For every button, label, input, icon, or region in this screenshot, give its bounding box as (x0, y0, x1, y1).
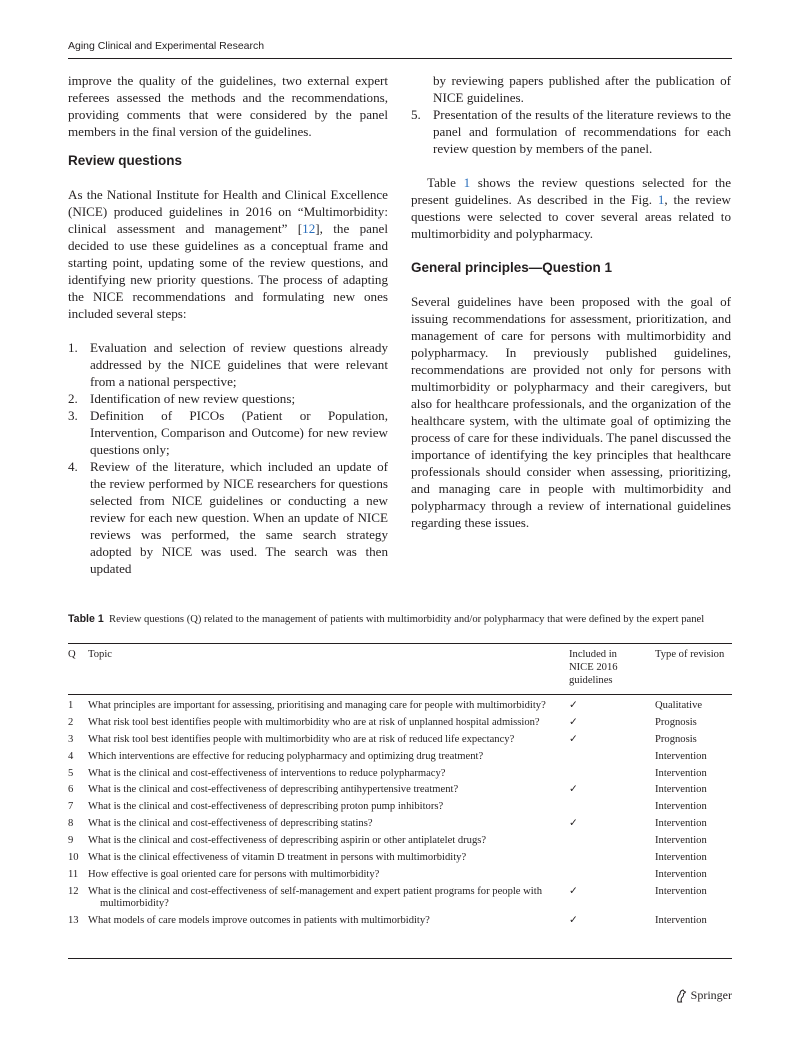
step-number: 5. (411, 107, 421, 122)
publisher-logo (675, 988, 732, 1003)
table-row (68, 734, 732, 747)
steps-list (68, 339, 388, 577)
general-principles-heading: General principles—Question 1 (411, 260, 613, 275)
table-row (68, 768, 732, 781)
cell-included-checkmark: ✓ (569, 733, 578, 745)
general-principles-paragraph: Several guidelines have been proposed with the goal of issuing recommendations for assessment, prioritization, and management of care for persons with multimorbidity and polypharmacy. In previously published guidelines, recommendations are provided not only for persons with multimorbidity or polypharmacy and their caregivers, but also for healthcare professionals, and the organization of the healthcare system, with the ultimate goal of optimizing the process of care for these individuals. The panel discussed the importance of identifying the key principles that healthcare professionals should consider when assessing, prioritizing, and managing care in people with multimorbidity and polypharmacy through a review of international guidelines regarding these issues. (411, 294, 731, 530)
cell-q: 5 (68, 767, 74, 779)
review-paragraph-text-a: As the National Institute for Health and Clinical Excellence (NICE) produced guidelines in 2016 on “Multimorbidity: clinical assessment and management” [ (68, 187, 388, 236)
table-intro-text-b: shows the review questions selected for the present guidelines. As described in the Fig. (411, 175, 732, 207)
cell-type: Intervention (655, 885, 707, 897)
cell-topic: What models of care models improve outcomes in patients with multimorbidity? (88, 915, 430, 927)
list-item (68, 458, 388, 577)
list-item (68, 407, 388, 458)
review-paragraph (68, 186, 388, 322)
table-intro-text-c: , the review questions were selected to cover several areas related to multimorbidity and polypharmacy. (411, 192, 731, 241)
cell-topic: Which interventions are effective for reducing polypharmacy and optimizing drug treatment? (88, 750, 484, 762)
cell-included-checkmark: ✓ (569, 716, 578, 728)
cell-type: Intervention (655, 767, 707, 779)
table-intro-text-a: Table (427, 175, 464, 190)
table-row (68, 915, 732, 928)
cell-q: 8 (68, 818, 74, 830)
cell-q: 3 (68, 733, 74, 745)
list-item (68, 339, 388, 390)
table-top-rule (68, 643, 732, 644)
cell-type: Prognosis (655, 733, 697, 745)
cell-q: 1 (68, 700, 74, 711)
step-text: Review of the literature, which included an update of the review performed by NICE researchers for questions selected from NICE guidelines or conducting a new review for each new question. When an update of NICE reviews was performed, the same search strategy adopted by NICE was used. The search was then updated (90, 459, 388, 576)
cell-type: Prognosis (655, 716, 697, 728)
review-questions-heading: Review questions (68, 153, 183, 168)
table-row (68, 886, 732, 911)
header-type: Type of revision (655, 649, 725, 660)
cell-topic: What risk tool best identifies people with multimorbidity who are at risk of unplanned hospital admission? (88, 716, 540, 728)
review-paragraph-text-b: ], the panel decided to use these guidelines as a conceptual frame and starting point, updating some of the review questions, and identifying new priority questions. The process of adapting the NICE recommendations and formulating new ones included several steps: (68, 221, 388, 321)
table-bottom-rule (68, 958, 732, 959)
cell-topic: What is the clinical and cost-effectiveness of self-management and expert patient programs for people with multimorbidity? (88, 885, 542, 910)
step-number: 4. (68, 459, 78, 474)
step-text: Definition of PICOs (Patient or Population, Intervention, Comparison and Outcome) for new review questions only; (90, 408, 388, 457)
cell-topic: What is the clinical and cost-effectiveness of deprescribing aspirin or other antiplatelet drugs? (88, 835, 487, 847)
cell-q: 6 (68, 784, 74, 796)
table-row (68, 700, 732, 713)
cell-topic: What principles are important for assessing, prioritising and managing care for people with multimorbidity? (88, 700, 546, 711)
step-number: 3. (68, 408, 78, 423)
cell-q: 9 (68, 835, 74, 847)
cell-type: Intervention (655, 852, 707, 864)
step-text: Presentation of the results of the literature reviews to the panel and formulation of recommendations for each review question by members of the panel. (433, 107, 731, 156)
table-row (68, 751, 732, 764)
list-item (68, 390, 388, 407)
header-q: Q (68, 649, 76, 660)
step-number: 1. (68, 340, 78, 355)
step-text: Evaluation and selection of review questions already addressed by the NICE guidelines that were relevant from a national perspective; (90, 340, 388, 389)
list-item (411, 106, 731, 157)
table-caption (68, 612, 732, 627)
cell-q: 12 (68, 885, 79, 897)
cell-topic: What is the clinical and cost-effectiveness of deprescribing statins? (88, 818, 373, 830)
table-row (68, 869, 732, 882)
cell-included-checkmark: ✓ (569, 784, 578, 796)
reference-link-12[interactable]: 12 (302, 221, 316, 236)
springer-horse-icon (675, 989, 687, 1003)
header-topic: Topic (88, 649, 112, 660)
cell-type: Intervention (655, 784, 707, 796)
cell-topic: What is the clinical and cost-effectiveness of deprescribing proton pump inhibitors? (88, 801, 444, 813)
header-included: Included in NICE 2016 guidelines (569, 649, 618, 686)
table-header-rule (68, 694, 732, 695)
list-item (411, 72, 731, 106)
cell-topic: How effective is goal oriented care for persons with multimorbidity? (88, 868, 380, 880)
cell-q: 2 (68, 716, 74, 728)
table-row (68, 717, 732, 730)
table-body (68, 700, 732, 932)
table-intro-paragraph (411, 174, 731, 242)
cell-topic: What is the clinical and cost-effectiveness of interventions to reduce polypharmacy? (88, 767, 446, 779)
cell-q: 7 (68, 801, 74, 813)
cell-type: Intervention (655, 818, 707, 830)
cell-q: 13 (68, 915, 79, 927)
cell-q: 4 (68, 750, 74, 762)
table-row (68, 835, 732, 848)
cell-topic: What is the clinical effectiveness of vitamin D treatment in persons with multimorbidity? (88, 852, 467, 864)
cell-type: Qualitative (655, 700, 703, 711)
step-4-continued: by reviewing papers published after the publication of NICE guidelines. (433, 73, 731, 105)
figure-1-link[interactable]: 1 (657, 192, 665, 207)
right-column (411, 72, 731, 531)
cell-included-checkmark: ✓ (569, 915, 578, 927)
header-rule (68, 58, 732, 59)
table-1-link[interactable]: 1 (463, 175, 471, 190)
cell-type: Intervention (655, 801, 707, 813)
cell-type: Intervention (655, 868, 707, 880)
cell-topic: What is the clinical and cost-effectiveness of deprescribing antihypertensive treatment? (88, 784, 459, 796)
steps-list-continued (411, 72, 731, 157)
cell-type: Intervention (655, 750, 707, 762)
cell-type: Intervention (655, 835, 707, 847)
left-column (68, 72, 388, 577)
cell-type: Intervention (655, 915, 707, 927)
table-caption-text: Review questions (Q) related to the management of patients with multimorbidity and/or polypharmacy that were defined by the expert panel (109, 614, 705, 625)
step-number: 2. (68, 391, 78, 406)
cell-included-checkmark: ✓ (569, 818, 578, 830)
running-head-journal: Aging Clinical and Experimental Research (68, 40, 265, 52)
table-caption-label: Table 1 (68, 613, 104, 625)
table-row (68, 852, 732, 865)
publisher-name: Springer (690, 988, 732, 1002)
cell-included-checkmark: ✓ (569, 885, 578, 897)
cell-q: 10 (68, 852, 79, 864)
cell-q: 11 (68, 868, 79, 880)
cell-included-checkmark: ✓ (569, 700, 578, 711)
intro-paragraph: improve the quality of the guidelines, two external expert referees assessed the methods and the recommendations, providing comments that were considered by the panel members in the final version of the guidelines. (68, 73, 388, 139)
table-row (68, 801, 732, 814)
table-row (68, 784, 732, 797)
table-row (68, 818, 732, 831)
step-text: Identification of new review questions; (90, 391, 296, 406)
cell-topic: What risk tool best identifies people with multimorbidity who are at risk of reduced life expectancy? (88, 733, 515, 745)
